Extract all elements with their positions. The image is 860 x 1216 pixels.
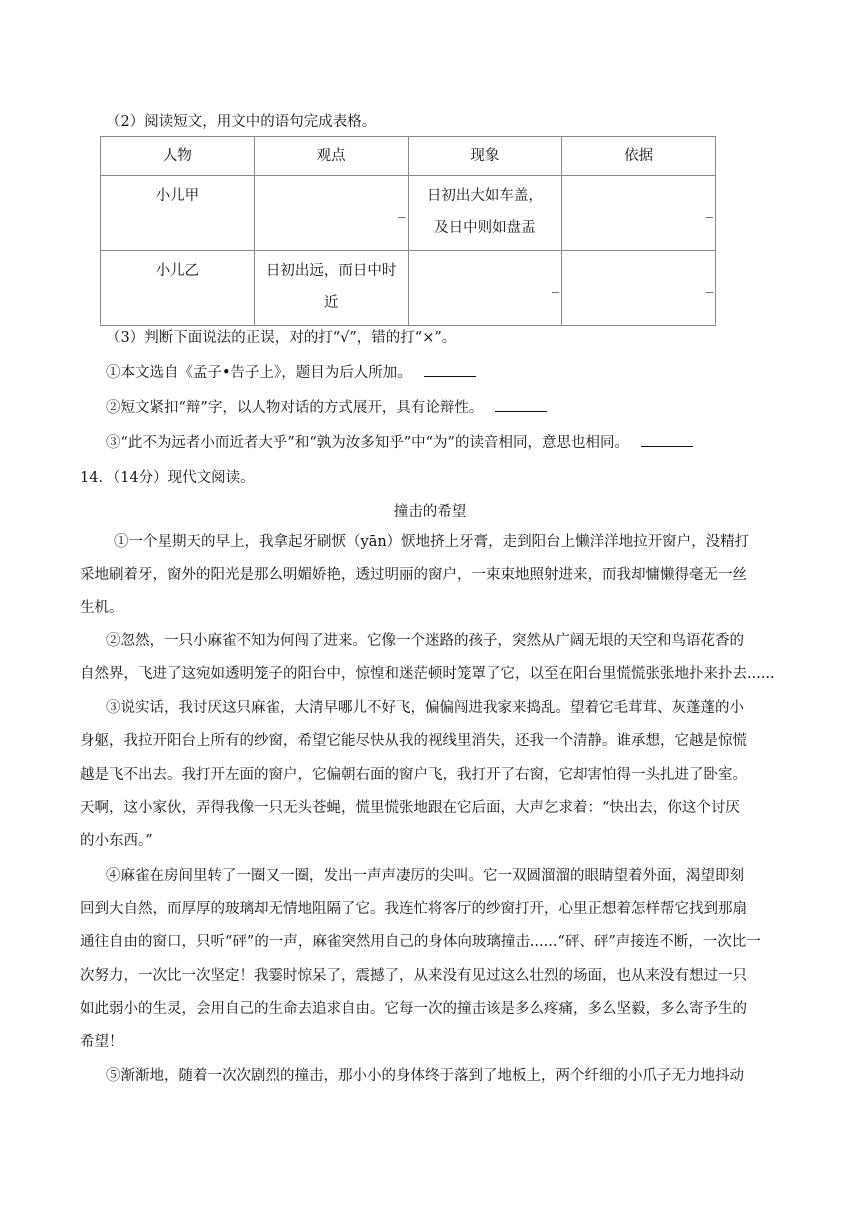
answer-cell[interactable] <box>254 176 408 251</box>
article-line: ④麻雀在房间里转了一圈又一圈，发出一声声凄厉的尖叫。它一双圆溜溜的眼睛望着外面，渴望即刻 <box>106 868 744 884</box>
article-line: 希望！ <box>80 1034 124 1050</box>
table-row <box>101 176 716 251</box>
article-line: 通往自由的窗口，只听“砰”的一声，麻雀突然用自己的身体向玻璃撞击......“砰、砰”声接连不断，一次比一 <box>80 934 761 950</box>
cell-text-line: 及日中则如盘盂 <box>434 220 536 236</box>
table-header: 观点 <box>254 137 408 176</box>
article-line: ③说实话，我讨厌这只麻雀，大清早哪儿不好飞，偏偏闯进我家来捣乱。望着它毛茸茸、灰蓬蓬的小 <box>106 700 744 716</box>
answer-blank[interactable] <box>641 432 693 447</box>
article-line: 身躯，我拉开阳台上所有的纱窗，希望它能尽快从我的视线里消失，还我一个清静。谁承想，它越是惊慌 <box>80 733 747 749</box>
answer-cell[interactable] <box>562 251 716 326</box>
phenomenon-cell <box>408 176 562 251</box>
table-header: 人物 <box>101 137 255 176</box>
judgement-text: ①本文选自《孟子•告子上》，题目为后人所加。 <box>106 365 412 381</box>
blank-mark: _ <box>398 202 406 218</box>
view-cell <box>254 251 408 326</box>
person-cell: 小儿甲 <box>101 176 255 251</box>
cell-text-line: 近 <box>323 295 339 311</box>
article-line: 自然界，飞进了这宛如透明笼子的阳台中，惊惶和迷茫顿时笼罩了它，以至在阳台里慌慌张张地扑来扑去...... <box>80 666 775 682</box>
answer-blank[interactable] <box>495 397 547 412</box>
question-14-heading: 14．（14分）现代文阅读。 <box>80 470 255 486</box>
answer-blank[interactable] <box>424 362 476 377</box>
judgement-text: ②短文紧扣“辩”字，以人物对话的方式展开，具有论辩性。 <box>106 400 484 416</box>
table-row <box>101 251 716 326</box>
article-line: 越是飞不出去。我打开左面的窗户，它偏朝右面的窗户飞，我打开了右窗，它却害怕得一头扎进了卧室。 <box>80 767 747 783</box>
judgement-text: ③“此不为远者小而近者大乎”和“孰为汝多知乎”中“为”的读音相同，意思也相同。 <box>106 435 629 451</box>
table-header-row <box>101 137 716 176</box>
blank-mark: _ <box>705 202 713 218</box>
answer-table <box>100 136 716 326</box>
judgement-item <box>106 431 693 452</box>
blank-mark: _ <box>705 277 713 293</box>
table-header: 依据 <box>562 137 716 176</box>
article-line: 天啊，这小家伙，弄得我像一只无头苍蝇，慌里慌张地跟在它后面，大声乞求着：“快出去，你这个讨厌 <box>80 800 740 816</box>
article-line: 回到大自然，而厚厚的玻璃却无情地阻隔了它。我连忙将客厅的纱窗打开，心里正想着怎样帮它找到那扇 <box>80 901 747 917</box>
table-header: 现象 <box>408 137 562 176</box>
article-line: 采地刷着牙，窗外的阳光是那么明媚娇艳，透过明丽的窗户，一束束地照射进来，而我却慵懒得毫无一丝 <box>80 567 747 583</box>
judgement-item <box>106 396 547 417</box>
article-line: 次努力，一次比一次坚定！我霎时惊呆了，震撼了，从来没有见过这么壮烈的场面，也从来没有想过一只 <box>80 968 747 984</box>
article-line: 如此弱小的生灵，会用自己的生命去追求自由。它每一次的撞击该是多么疼痛，多么坚毅，多么寄予生的 <box>80 1001 747 1017</box>
blank-mark: _ <box>552 277 560 293</box>
article-line: ①一个星期天的早上，我拿起牙刷恹（yān）恹地挤上牙膏，走到阳台上懒洋洋地拉开窗户，没精打 <box>114 534 750 550</box>
judgement-item <box>106 361 476 382</box>
cell-text-line: 日初出远，而日中时 <box>265 263 397 279</box>
answer-cell[interactable] <box>408 251 562 326</box>
part2-heading: （2）阅读短文，用文中的语句完成表格。 <box>106 114 377 130</box>
article-line: 生机。 <box>80 600 124 616</box>
cell-text-line: 日初出大如车盖， <box>426 188 543 204</box>
article-line: ②忽然，一只小麻雀不知为何闯了进来。它像一个迷路的孩子，突然从广阔无垠的天空和鸟语花香的 <box>106 633 744 649</box>
answer-cell[interactable] <box>562 176 716 251</box>
article-title: 撞击的希望 <box>393 504 467 520</box>
article-line: ⑤渐渐地，随着一次次剧烈的撞击，那小小的身体终于落到了地板上，两个纤细的小爪子无力地抖动 <box>106 1068 744 1084</box>
article-line: 的小东西。” <box>80 833 153 849</box>
part3-heading: （3）判断下面说法的正误，对的打“√”，错的打“×”。 <box>106 330 457 346</box>
person-cell: 小儿乙 <box>101 251 255 326</box>
